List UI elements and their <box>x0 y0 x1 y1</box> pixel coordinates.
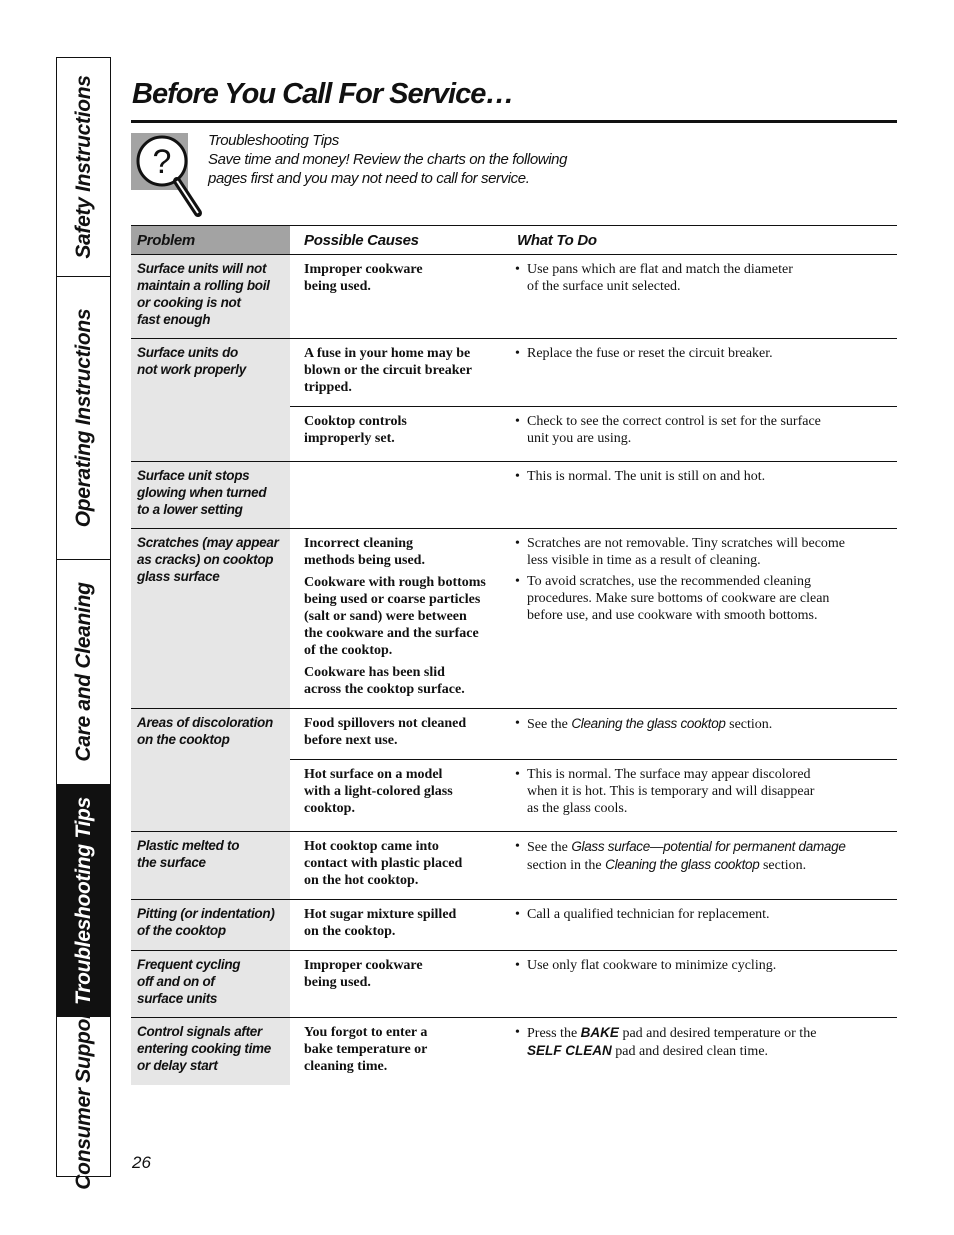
table-row <box>131 339 897 407</box>
text: pad and desired clean time. <box>611 1044 769 1059</box>
text-line: Cooktop controls <box>304 414 407 429</box>
text-line: cooktop. <box>304 801 355 816</box>
text-line: Hot cooktop came into <box>304 839 439 854</box>
text-line: of the surface unit selected. <box>527 279 681 294</box>
what-to-do-cell <box>503 900 897 951</box>
text-line: improperly set. <box>304 431 395 446</box>
cause-item <box>304 345 497 396</box>
text-line: Use only flat cookware to minimize cycling. <box>527 958 777 973</box>
bullet-item <box>515 345 893 362</box>
table-row <box>131 1018 897 1086</box>
bullet-item <box>515 838 893 874</box>
cause-item <box>304 574 497 659</box>
cause-item <box>304 413 497 447</box>
text-line: Hot sugar mixture spilled <box>304 907 457 922</box>
problem-cell <box>131 529 290 709</box>
tab-label: Care and Cleaning <box>71 582 95 762</box>
table-row <box>131 900 897 951</box>
tab-safety-instructions[interactable] <box>57 58 110 277</box>
text-line: bake temperature or <box>304 1042 428 1057</box>
cause-item <box>304 838 497 889</box>
text-line: Improper cookware <box>304 958 423 973</box>
section-reference: Glass surface—potential for permanent damage <box>571 839 846 854</box>
possible-cause-cell <box>290 339 503 407</box>
text-line: Areas of discoloration <box>137 715 273 730</box>
text-line: Surface units will not <box>137 261 267 276</box>
tab-operating-instructions[interactable] <box>57 277 110 560</box>
text-line: tripped. <box>304 380 352 395</box>
bullet-item <box>515 261 893 295</box>
possible-cause-cell <box>290 255 503 339</box>
text-line: across the cooktop surface. <box>304 682 465 697</box>
possible-cause-cell <box>290 1018 503 1086</box>
tab-troubleshooting-tips[interactable] <box>57 785 110 1017</box>
text-line: the surface <box>137 855 206 870</box>
possible-cause-cell <box>290 832 503 900</box>
problem-cell <box>131 832 290 900</box>
title-rule <box>131 120 897 123</box>
side-tab-bar <box>56 57 111 1190</box>
text-line: Cookware with rough bottoms <box>304 575 486 590</box>
cause-item <box>304 766 497 817</box>
cause-item <box>304 906 497 940</box>
page-title: Before You Call For Service… <box>132 78 514 110</box>
possible-cause-cell <box>290 900 503 951</box>
text-line: Scratches are not removable. Tiny scratches will become <box>527 536 846 551</box>
bullet-item <box>515 1024 893 1060</box>
svg-text:?: ? <box>152 143 172 181</box>
tab-consumer-support[interactable] <box>57 1003 110 1190</box>
possible-cause-cell <box>290 407 503 462</box>
tab-label: Troubleshooting Tips <box>71 796 95 1005</box>
text-line: of the cooktop. <box>304 643 393 658</box>
section-reference: Cleaning the glass cooktop <box>605 857 760 872</box>
troubleshooting-table <box>131 225 897 1085</box>
bullet-item <box>515 468 893 485</box>
cause-item <box>304 261 497 295</box>
text-line: as the glass cools. <box>527 801 628 816</box>
text: pad and desired temperature or the <box>618 1026 817 1041</box>
text-line: of the cooktop <box>137 923 226 938</box>
text-line: surface units <box>137 991 218 1006</box>
text-line: on the cooktop <box>137 732 230 747</box>
text-line: Improper cookware <box>304 262 423 277</box>
text-line: Check to see the correct control is set for the surface <box>527 414 821 429</box>
text-line: Plastic melted to <box>137 838 240 853</box>
cause-item <box>304 957 497 991</box>
text: See the <box>527 840 572 855</box>
problem-cell <box>131 462 290 529</box>
what-to-do-cell <box>503 951 897 1018</box>
text-line: Call a qualified technician for replacement. <box>527 907 770 922</box>
what-to-do-cell <box>503 832 897 900</box>
cause-item <box>304 664 497 698</box>
text-line: This is normal. The surface may appear discolored <box>527 767 811 782</box>
intro-line: Save time and money! Review the charts on the following <box>208 151 568 168</box>
text-line: on the hot cooktop. <box>304 873 419 888</box>
text-line: (salt or sand) were between <box>304 609 467 624</box>
text-line: methods being used. <box>304 553 425 568</box>
intro-line: pages first and you may not need to call for service. <box>208 170 530 187</box>
bullet-item <box>515 766 893 817</box>
tab-label: Operating Instructions <box>71 308 95 528</box>
table-row <box>131 709 897 760</box>
bullet-item <box>515 413 893 447</box>
table-row <box>131 529 897 709</box>
text: section. <box>725 717 773 732</box>
text-line: with a light-colored glass <box>304 784 453 799</box>
bullet-item <box>515 715 893 733</box>
possible-cause-cell <box>290 760 503 832</box>
text-line: on the cooktop. <box>304 924 396 939</box>
section-reference: Cleaning the glass cooktop <box>571 716 726 731</box>
problem-cell <box>131 900 290 951</box>
text-line: being used. <box>304 279 371 294</box>
text-line: To avoid scratches, use the recommended cleaning <box>527 574 811 589</box>
what-to-do-cell <box>503 760 897 832</box>
text-line: procedures. Make sure bottoms of cookware are clean <box>527 591 830 606</box>
text-line: A fuse in your home may be <box>304 346 471 361</box>
text-line: cleaning time. <box>304 1059 388 1074</box>
text-line: Incorrect cleaning <box>304 536 413 551</box>
text-line: This is normal. The unit is still on and hot. <box>527 469 766 484</box>
table-row <box>131 832 897 900</box>
header-what-to-do: What To Do <box>503 226 897 255</box>
what-to-do-cell <box>503 1018 897 1086</box>
text-line: maintain a rolling boil <box>137 278 270 293</box>
text-line: Scratches (may appear <box>137 535 279 550</box>
what-to-do-cell <box>503 529 897 709</box>
text-line: being used. <box>304 975 371 990</box>
text-line: or delay start <box>137 1058 218 1073</box>
text-line: Surface unit stops <box>137 468 250 483</box>
text: See the <box>527 717 572 732</box>
text-line: not work properly <box>137 362 246 377</box>
text-line: blown or the circuit breaker <box>304 363 472 378</box>
problem-cell <box>131 255 290 339</box>
self-clean-pad-label: SELF CLEAN <box>527 1043 612 1058</box>
possible-cause-cell <box>290 951 503 1018</box>
text-line: Use pans which are flat and match the diameter <box>527 262 793 277</box>
text-line: when it is hot. This is temporary and will disappear <box>527 784 815 799</box>
text-line: entering cooking time <box>137 1041 271 1056</box>
text-line: Surface units do <box>137 345 238 360</box>
what-to-do-cell <box>503 339 897 407</box>
cause-item <box>304 1024 497 1075</box>
cause-item <box>304 535 497 569</box>
what-to-do-cell <box>503 462 897 529</box>
text-line: fast enough <box>137 312 211 327</box>
header-problem: Problem <box>131 226 290 255</box>
tab-care-and-cleaning[interactable] <box>57 560 110 785</box>
what-to-do-cell <box>503 709 897 760</box>
cause-item <box>304 715 497 749</box>
text-line: contact with plastic placed <box>304 856 463 871</box>
page-number: 26 <box>132 1153 151 1172</box>
text-line: to a lower setting <box>137 502 243 517</box>
text-line: Replace the fuse or reset the circuit breaker. <box>527 346 773 361</box>
intro-heading: Troubleshooting Tips <box>208 132 339 149</box>
intro-text <box>208 131 567 188</box>
problem-cell <box>131 1018 290 1086</box>
text-line: off and on of <box>137 974 215 989</box>
text-line: the cookware and the surface <box>304 626 479 641</box>
text-line: Hot surface on a model <box>304 767 443 782</box>
what-to-do-cell <box>503 407 897 462</box>
text: section. <box>759 858 807 873</box>
possible-cause-cell <box>290 529 503 709</box>
text: Press the <box>527 1026 581 1041</box>
bullet-item <box>515 957 893 974</box>
tab-label: Consumer Support <box>71 1003 95 1190</box>
text-line: glowing when turned <box>137 485 267 500</box>
text-line: being used or coarse particles <box>304 592 481 607</box>
possible-cause-cell <box>290 462 503 529</box>
text-line: Control signals after <box>137 1024 262 1039</box>
text-line: before next use. <box>304 733 398 748</box>
bullet-item <box>515 906 893 923</box>
text: section in the <box>527 858 606 873</box>
text-line: You forgot to enter a <box>304 1025 428 1040</box>
question-magnifier-icon <box>131 133 207 224</box>
table-row <box>131 462 897 529</box>
bullet-item <box>515 573 893 624</box>
bake-pad-label: BAKE <box>580 1025 619 1040</box>
problem-cell <box>131 709 290 832</box>
problem-cell <box>131 339 290 462</box>
text-line: before use, and use cookware with smooth bottoms. <box>527 608 818 623</box>
text-line: Frequent cycling <box>137 957 241 972</box>
text-line: less visible in time as a result of cleaning. <box>527 553 761 568</box>
table-header-row <box>131 226 897 255</box>
text-line: Cookware has been slid <box>304 665 445 680</box>
header-possible-causes: Possible Causes <box>290 226 503 255</box>
text-line: or cooking is not <box>137 295 241 310</box>
text-line: glass surface <box>137 569 220 584</box>
tab-label: Safety Instructions <box>71 75 95 259</box>
what-to-do-cell <box>503 255 897 339</box>
text-line: Pitting (or indentation) <box>137 906 275 921</box>
table-row <box>131 255 897 339</box>
text-line: as cracks) on cooktop <box>137 552 274 567</box>
table-row <box>131 951 897 1018</box>
text-line: Food spillovers not cleaned <box>304 716 467 731</box>
possible-cause-cell <box>290 709 503 760</box>
bullet-item <box>515 535 893 569</box>
problem-cell <box>131 951 290 1018</box>
text-line: unit you are using. <box>527 431 632 446</box>
